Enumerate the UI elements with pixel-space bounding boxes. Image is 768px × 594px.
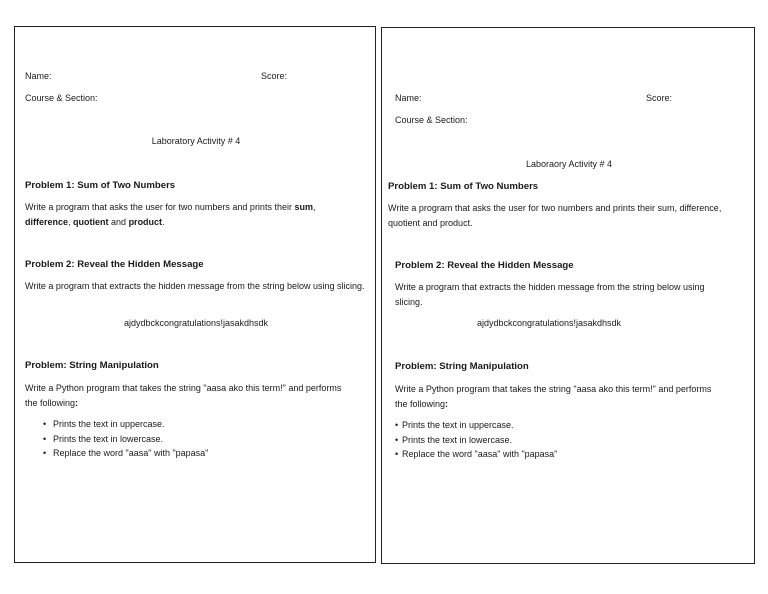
list-item: • Replace the word "aasa" with "papasa" (42, 446, 208, 461)
score-label: Score: (261, 71, 288, 81)
problem3-bullet-list (42, 417, 208, 461)
problem3-bullet-list (395, 418, 557, 462)
term-quotient: quotient (73, 217, 109, 227)
name-label: Name: (25, 71, 52, 81)
term-product: product (128, 217, 163, 227)
hidden-message-string: ajdydbckcongratulations!jasakdhsdk (123, 318, 269, 328)
problem1-text: Write a program that asks the user for two numbers and prints their sum, difference, quotient and product. (388, 203, 722, 228)
list-item: • Prints the text in uppercase. (42, 417, 208, 432)
score-label: Score: (646, 93, 673, 103)
hidden-message-string: ajdydbckcongratulations!jasakdhsdk (476, 318, 622, 328)
problem2-title: Problem 2: Reveal the Hidden Message (395, 260, 574, 271)
activity-title: Laboratory Activity # 4 (151, 136, 241, 146)
list-item: • Replace the word "aasa" with "papasa" (395, 447, 557, 462)
problem1-title: Problem 1: Sum of Two Numbers (388, 181, 539, 192)
problem3-title: Problem: String Manipulation (395, 361, 529, 372)
problem2-text: Write a program that extracts the hidden message from the string below using slicing. (395, 282, 705, 307)
list-item: • Prints the text in lowercase. (42, 432, 208, 447)
problem3-text: Write a Python program that takes the string "aasa ako this term!" and performs the following: (395, 384, 712, 409)
problem2-text: Write a program that extracts the hidden message from the string below using slicing. (25, 281, 365, 291)
problem2-title: Problem 2: Reveal the Hidden Message (25, 259, 204, 270)
term-difference: difference (25, 217, 69, 227)
course-section-label: Course & Section: (25, 93, 98, 103)
problem3-title: Problem: String Manipulation (25, 360, 159, 371)
name-label: Name: (395, 93, 422, 103)
problem1-title: Problem 1: Sum of Two Numbers (25, 180, 176, 191)
list-item: • Prints the text in uppercase. (395, 418, 557, 433)
worksheet-page-left (14, 26, 376, 563)
course-section-label: Course & Section: (395, 115, 468, 125)
problem1-text: Write a program that asks the user for two numbers and prints their sum, difference, quotient and product. (25, 202, 316, 227)
list-item: • Prints the text in lowercase. (395, 433, 557, 448)
activity-title: Laboraory Activity # 4 (525, 159, 613, 169)
worksheet-page-right (381, 27, 755, 564)
problem3-text: Write a Python program that takes the string "aasa ako this term!" and performs the following: (25, 383, 342, 408)
term-sum: sum (294, 202, 313, 212)
